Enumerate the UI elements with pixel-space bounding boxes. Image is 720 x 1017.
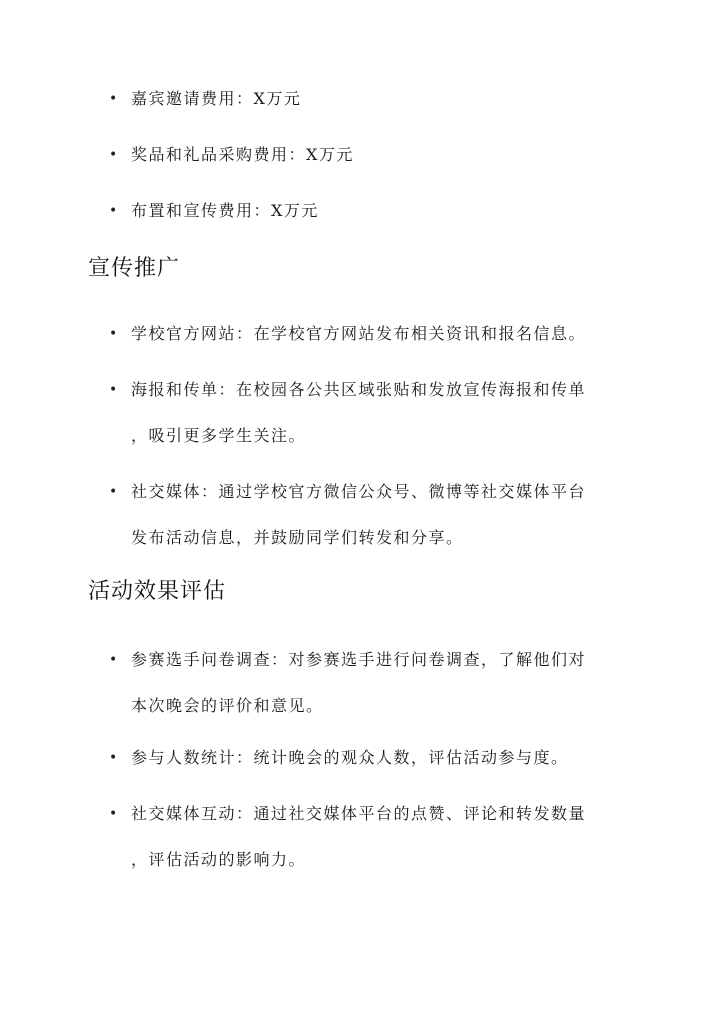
bullet: • [109, 91, 118, 107]
bullet: • [109, 806, 118, 822]
bullet: • [109, 326, 118, 342]
section-heading: 活动效果评估 [88, 579, 227, 604]
list-item-text: 参赛选手问卷调查：对参赛选手进行问卷调查，了解他们对 [131, 650, 587, 669]
bullet: • [109, 382, 118, 398]
list-item-text-continued: 本次晚会的评价和意见。 [131, 696, 324, 715]
bullet: • [109, 147, 118, 163]
list-item-text: 嘉宾邀请费用：X万元 [131, 89, 302, 108]
list-item-text: 学校官方网站：在学校官方网站发布相关资讯和报名信息。 [131, 324, 587, 343]
list-item-text: 布置和宣传费用：X万元 [131, 201, 319, 220]
bullet: • [109, 652, 118, 668]
list-item-text: 社交媒体：通过学校官方微信公众号、微博等社交媒体平台 [131, 482, 587, 501]
list-item-text-continued: 发布活动信息，并鼓励同学们转发和分享。 [131, 528, 464, 547]
list-item-text: 奖品和礼品采购费用：X万元 [131, 145, 354, 164]
list-item-text: 参与人数统计：统计晚会的观众人数，评估活动参与度。 [131, 748, 569, 767]
section-heading: 宣传推广 [88, 256, 181, 281]
list-item-text-continued: ，吸引更多学生关注。 [131, 426, 307, 445]
list-item-text: 社交媒体互动：通过社交媒体平台的点赞、评论和转发数量 [131, 804, 587, 823]
bullet: • [109, 484, 118, 500]
bullet: • [109, 203, 118, 219]
list-item-text: 海报和传单：在校园各公共区域张贴和发放宣传海报和传单 [131, 380, 587, 399]
list-item-text-continued: ，评估活动的影响力。 [131, 850, 307, 869]
bullet: • [109, 750, 118, 766]
